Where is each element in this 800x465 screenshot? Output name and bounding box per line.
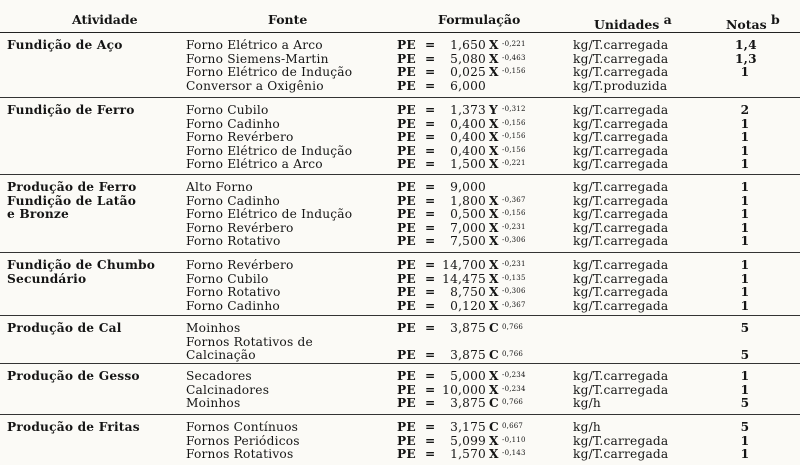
formula-equals: =: [425, 116, 436, 131]
notes-value: 5: [740, 420, 750, 434]
activity-name: Fundição de Chumbo: [7, 258, 156, 272]
units-value: kg/T.carregada: [573, 271, 669, 286]
formula-variable: X: [489, 447, 499, 461]
activity-group: [0, 253, 800, 316]
activity-name: Produção de Fritas: [7, 420, 140, 434]
activity-name: Produção de Ferro: [7, 180, 137, 194]
source-name: Forno Cubilo: [186, 103, 269, 117]
units-value: kg/T.carregada: [573, 207, 669, 221]
source-name: Forno Elétrico a Arco: [186, 38, 323, 52]
formula-pe: PE: [397, 220, 416, 235]
source-name: Calcinação: [186, 348, 256, 362]
source-name: Fornos Contínuos: [186, 420, 299, 434]
source-name: Forno Cadinho: [186, 298, 280, 313]
formula-equals: =: [425, 321, 436, 335]
activity-name: Fundição de Ferro: [7, 103, 135, 117]
formula-pe: PE: [397, 258, 416, 272]
formula-exponent: -0,234: [502, 384, 526, 393]
units-value: kg/T.carregada: [573, 369, 669, 383]
source-name: Fornos Rotativos de: [186, 334, 313, 349]
formula-coefficient: 1,650: [450, 38, 486, 52]
formula-pe: PE: [397, 348, 416, 362]
notes-value: 1: [740, 180, 750, 194]
formula-exponent: -0,143: [502, 449, 526, 457]
header-unidades: Unidades a: [594, 12, 672, 33]
formula-pe: PE: [397, 193, 416, 208]
source-name: Forno Siemens-Martin: [186, 51, 329, 66]
formula-variable: X: [489, 207, 499, 221]
activity-group: [0, 415, 800, 465]
notes-value: 1: [740, 433, 750, 448]
formula-equals: =: [425, 207, 436, 221]
header-atividade: Atividade: [72, 12, 138, 27]
activity-name: Produção de Gesso: [7, 369, 140, 383]
table-header: [0, 0, 800, 33]
notes-value: 1: [740, 382, 750, 397]
source-name: Forno Elétrico a Arco: [186, 157, 323, 171]
formula-exponent: 0,667: [502, 422, 524, 430]
formula-coefficient: 9,000: [450, 180, 486, 194]
units-value: kg/T.carregada: [573, 193, 669, 208]
units-value: kg/T.carregada: [573, 157, 669, 171]
formula-exponent: -0,221: [502, 40, 526, 48]
notes-value: 1: [740, 116, 750, 131]
formula-coefficient: 0,400: [450, 130, 486, 144]
units-value: kg/T.carregada: [573, 130, 669, 144]
formula-pe: PE: [397, 116, 416, 131]
notes-value: 5: [740, 396, 750, 410]
formula-variable: X: [489, 369, 499, 383]
units-value: kg/h: [573, 420, 601, 434]
formula-equals: =: [425, 157, 436, 171]
formula-variable: X: [489, 116, 499, 131]
notes-value: 1: [740, 65, 750, 79]
units-value: kg/T.carregada: [573, 143, 669, 158]
notes-value: 2: [740, 103, 750, 117]
units-value: kg/T.carregada: [573, 447, 669, 461]
formula-variable: X: [489, 382, 499, 397]
formula-coefficient: 0,025: [450, 65, 486, 79]
formula-equals: =: [425, 130, 436, 144]
units-value: kg/T.carregada: [573, 433, 669, 448]
source-name: Moinhos: [186, 396, 241, 410]
activity-group: [0, 33, 800, 98]
units-value: kg/T.carregada: [573, 116, 669, 131]
units-value: kg/T.produzida: [573, 78, 668, 93]
formula-equals: =: [425, 220, 436, 235]
formula-equals: =: [425, 180, 436, 194]
source-name: Forno Elétrico de Indução: [186, 65, 353, 79]
formula-variable: X: [489, 193, 499, 208]
formula-equals: =: [425, 271, 436, 286]
formula-coefficient: 3,175: [450, 420, 486, 434]
notes-value: 1: [740, 298, 750, 313]
formula-equals: =: [425, 396, 436, 410]
units-value: kg/T.carregada: [573, 285, 669, 299]
source-name: Alto Forno: [186, 180, 253, 194]
formula-coefficient: 5,000: [450, 369, 486, 383]
formula-exponent: -0,135: [502, 273, 526, 282]
units-value: kg/T.carregada: [573, 103, 669, 117]
notes-value: 1: [740, 130, 750, 144]
formula-equals: =: [425, 258, 436, 272]
formula-exponent: -0,231: [502, 260, 526, 268]
formula-equals: =: [425, 420, 436, 434]
source-name: Forno Elétrico de Indução: [186, 143, 353, 158]
formula-pe: PE: [397, 285, 416, 299]
formula-variable: X: [489, 65, 499, 79]
notes-value: 1: [740, 143, 750, 158]
formula-variable: X: [489, 38, 499, 52]
units-value: kg/T.carregada: [573, 382, 669, 397]
notes-value: 1: [740, 193, 750, 208]
notes-value: 1,4: [735, 38, 757, 52]
source-name: Conversor a Oxigênio: [186, 78, 324, 93]
formula-pe: PE: [397, 234, 416, 248]
formula-coefficient: 3,875: [450, 348, 486, 362]
formula-coefficient: 7,000: [450, 220, 486, 235]
formula-equals: =: [425, 51, 436, 66]
formula-variable: Y: [489, 103, 498, 117]
formula-equals: =: [425, 65, 436, 79]
formula-coefficient: 6,000: [450, 78, 486, 93]
formula-variable: C: [489, 396, 499, 410]
formula-equals: =: [425, 78, 436, 93]
formula-coefficient: 3,875: [450, 321, 486, 335]
formula-coefficient: 0,400: [450, 116, 486, 131]
formula-variable: X: [489, 258, 499, 272]
formula-equals: =: [425, 285, 436, 299]
units-value: kg/h: [573, 396, 601, 410]
formula-coefficient: 14,700: [442, 258, 486, 272]
formula-coefficient: 1,373: [450, 103, 486, 117]
formula-coefficient: 5,099: [450, 433, 486, 448]
formula-pe: PE: [397, 143, 416, 158]
header-notas: Notas b: [726, 12, 780, 33]
formula-exponent: -0,463: [502, 53, 526, 62]
source-name: Calcinadores: [186, 382, 270, 397]
formula-coefficient: 0,500: [450, 207, 486, 221]
notes-value: 5: [740, 348, 750, 362]
formula-exponent: -0,156: [502, 118, 526, 127]
activity-name: e Bronze: [7, 207, 69, 221]
formula-coefficient: 1,800: [450, 193, 486, 208]
formula-pe: PE: [397, 130, 416, 144]
formula-pe: PE: [397, 51, 416, 66]
formula-pe: PE: [397, 157, 416, 171]
formula-equals: =: [425, 234, 436, 248]
formula-equals: =: [425, 369, 436, 383]
activity-group: [0, 364, 800, 415]
header-formulacao: Formulação: [438, 12, 521, 27]
units-value: kg/T.carregada: [573, 298, 669, 313]
formula-pe: PE: [397, 207, 416, 221]
formula-pe: PE: [397, 396, 416, 410]
activity-group: [0, 316, 800, 364]
units-value: kg/T.carregada: [573, 220, 669, 235]
formula-variable: C: [489, 420, 499, 434]
formula-variable: X: [489, 220, 499, 235]
formula-pe: PE: [397, 298, 416, 313]
units-value: kg/T.carregada: [573, 38, 669, 52]
formula-pe: PE: [397, 180, 416, 194]
activity-name: Secundário: [7, 271, 87, 286]
units-value: kg/T.carregada: [573, 51, 669, 66]
source-name: Forno Rotativo: [186, 234, 281, 248]
activity-group: [0, 175, 800, 253]
formula-pe: PE: [397, 447, 416, 461]
notes-value: 1: [740, 369, 750, 383]
activity-name: Fundição de Aço: [7, 38, 123, 52]
activity-name: Fundição de Latão: [7, 193, 137, 208]
notes-value: 1: [740, 220, 750, 235]
formula-coefficient: 5,080: [450, 51, 486, 66]
formula-pe: PE: [397, 103, 416, 117]
notes-value: 1: [740, 447, 750, 461]
formula-exponent: 0,766: [502, 398, 524, 406]
formula-pe: PE: [397, 271, 416, 286]
units-value: kg/T.carregada: [573, 180, 669, 194]
formula-variable: X: [489, 130, 499, 144]
activity-group: [0, 98, 800, 175]
source-name: Forno Revérbero: [186, 258, 294, 272]
notes-value: 1: [740, 258, 750, 272]
formula-equals: =: [425, 433, 436, 448]
formula-coefficient: 1,570: [450, 447, 486, 461]
header-fonte: Fonte: [268, 12, 308, 27]
notes-value: 5: [740, 321, 750, 335]
formula-exponent: -0,156: [502, 67, 526, 75]
source-name: Secadores: [186, 369, 252, 383]
header-unidades-footnote: a: [663, 12, 672, 27]
formula-coefficient: 10,000: [442, 382, 486, 397]
formula-coefficient: 0,120: [450, 298, 486, 313]
formula-coefficient: 1,500: [450, 157, 486, 171]
formula-variable: X: [489, 433, 499, 448]
formula-exponent: -0,234: [502, 371, 526, 379]
formula-variable: X: [489, 285, 499, 299]
formula-exponent: -0,367: [502, 195, 526, 204]
formula-pe: PE: [397, 321, 416, 335]
notes-value: 1: [740, 271, 750, 286]
source-name: Forno Elétrico de Indução: [186, 207, 353, 221]
formula-pe: PE: [397, 420, 416, 434]
notes-value: 1: [740, 285, 750, 299]
notes-value: 1: [740, 157, 750, 171]
formula-equals: =: [425, 193, 436, 208]
formula-pe: PE: [397, 369, 416, 383]
formula-variable: X: [489, 234, 499, 248]
source-name: Moinhos: [186, 321, 241, 335]
formula-variable: C: [489, 321, 499, 335]
formula-coefficient: 14,475: [442, 271, 486, 286]
notes-value: 1: [740, 207, 750, 221]
formula-exponent: -0,156: [502, 145, 526, 154]
formula-equals: =: [425, 298, 436, 313]
formula-equals: =: [425, 143, 436, 158]
units-value: kg/T.carregada: [573, 65, 669, 79]
source-name: Forno Revérbero: [186, 130, 294, 144]
formula-equals: =: [425, 447, 436, 461]
formula-exponent: -0,221: [502, 159, 526, 167]
formula-exponent: 0,766: [502, 350, 524, 358]
formula-coefficient: 7,500: [450, 234, 486, 248]
source-name: Forno Cadinho: [186, 116, 280, 131]
formula-variable: X: [489, 298, 499, 313]
formula-exponent: -0,306: [502, 236, 526, 244]
formula-variable: X: [489, 143, 499, 158]
formula-exponent: -0,306: [502, 287, 526, 295]
source-name: Forno Cadinho: [186, 193, 280, 208]
formula-pe: PE: [397, 433, 416, 448]
formula-exponent: -0,231: [502, 222, 526, 231]
notes-value: 1,3: [735, 51, 757, 66]
formula-coefficient: 3,875: [450, 396, 486, 410]
notes-value: 1: [740, 234, 750, 248]
formula-equals: =: [425, 103, 436, 117]
formula-exponent: -0,156: [502, 209, 526, 217]
formula-equals: =: [425, 38, 436, 52]
source-name: Forno Rotativo: [186, 285, 281, 299]
source-name: Fornos Rotativos: [186, 447, 294, 461]
formula-variable: X: [489, 51, 499, 66]
formula-variable: X: [489, 157, 499, 171]
formula-pe: PE: [397, 65, 416, 79]
formula-exponent: -0,367: [502, 300, 526, 309]
formula-pe: PE: [397, 382, 416, 397]
formula-exponent: -0,110: [502, 435, 526, 444]
formula-pe: PE: [397, 38, 416, 52]
source-name: Forno Revérbero: [186, 220, 294, 235]
units-value: kg/T.carregada: [573, 258, 669, 272]
formula-coefficient: 8,750: [450, 285, 486, 299]
formula-coefficient: 0,400: [450, 143, 486, 158]
formula-variable: X: [489, 271, 499, 286]
formula-exponent: 0,766: [502, 323, 524, 331]
formula-equals: =: [425, 382, 436, 397]
source-name: Fornos Periódicos: [186, 433, 300, 448]
formula-equals: =: [425, 348, 436, 362]
activity-name: Produção de Cal: [7, 321, 122, 335]
header-notas-footnote: b: [771, 12, 780, 27]
source-name: Forno Cubilo: [186, 271, 269, 286]
formula-exponent: -0,156: [502, 132, 526, 140]
formula-pe: PE: [397, 78, 416, 93]
units-value: kg/T.carregada: [573, 234, 669, 248]
formula-exponent: -0,312: [502, 105, 526, 113]
formula-variable: C: [489, 348, 499, 362]
